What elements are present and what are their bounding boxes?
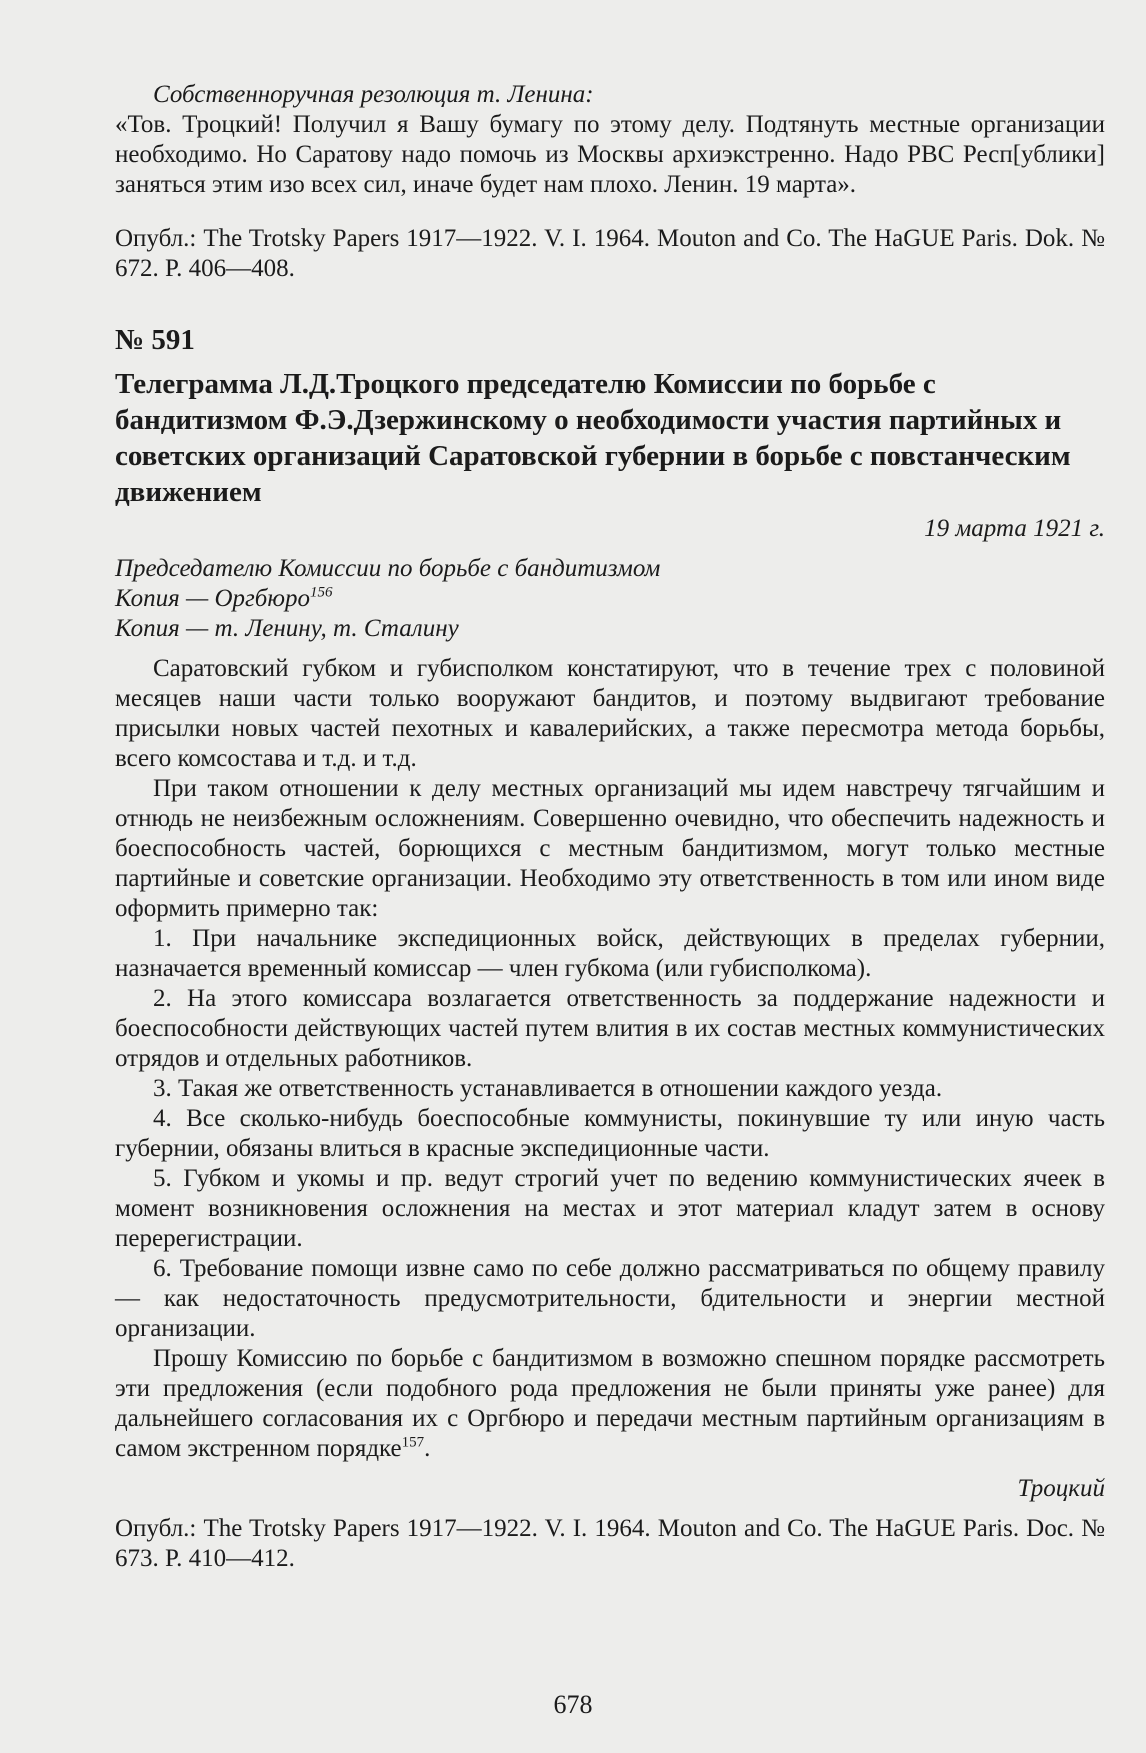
source-reference-2: Опубл.: The Trotsky Papers 1917—1922. V. I. 1964. Mouton and Co. The HaGUE Paris. Doc. № 673. P. 410—412.	[115, 1515, 1105, 1572]
addressee-block	[115, 554, 1105, 644]
resolution-text: «Тов. Троцкий! Получил я Вашу бумагу по этому делу. Подтянуть местные организации необходимо. Но Саратову надо помочь из Москвы архиэкстренно. Надо РВС Респ[ублики] заняться этим изо всех сил, иначе будет нам плохо. Ленин. 19 марта».	[115, 111, 1105, 198]
footnote-ref: 157	[401, 1434, 425, 1451]
addressee-line: Копия — т. Ленину, т. Сталину	[115, 615, 459, 642]
document-date: 19 марта 1921 г.	[924, 515, 1105, 542]
list-item: 4. Все сколько-нибудь боеспособные коммунисты, покинувшие ту или иную часть губернии, обязаны влиться в красные экспедиционные части.	[115, 1105, 1105, 1162]
source-reference-1: Опубл.: The Trotsky Papers 1917—1922. V. I. 1964. Mouton and Co. The HaGUE Paris. Dok. № 672. P. 406—408.	[115, 225, 1105, 282]
addressee-line: Копия — Оргбюро$^{156}$	[115, 584, 333, 612]
resolution-heading: Собственноручная резолюция т. Ленина:	[153, 81, 594, 108]
document-number: № 591	[115, 324, 195, 356]
list-item: 2. На этого комиссара возлагается ответственность за поддержание надежности и боеспособности действующих частей путем влития в их состав местных коммунистических отрядов и отдельных работников.	[115, 985, 1105, 1072]
body-paragraph: Прошу Комиссию по борьбе с бандитизмом в возможно спешном порядке рассмотреть эти предложения (если подобного рода предложения не были приняты уже ранее) для дальнейшего согласования их с Оргбюро и передачи местным партийным организациям в самом экстренном порядке$^{157}$.	[115, 1345, 1105, 1462]
list-item: 1. При начальнике экспедиционных войск, действующих в пределах губернии, назначается временный комиссар — член губкома (или губисполкома).	[115, 925, 1105, 982]
page-number: 678	[553, 1690, 593, 1719]
list-item: 3. Такая же ответственность устанавливается в отношении каждого уезда.	[153, 1075, 943, 1102]
signature: Троцкий	[1017, 1475, 1105, 1502]
addressee-line: Председателю Комиссии по борьбе с бандитизмом	[115, 555, 661, 582]
list-item: 5. Губком и укомы и пр. ведут строгий учет по ведению коммунистических ячеек в момент возникновения осложнения на местах и этот материал кладут затем в основу перерегистрации.	[115, 1165, 1105, 1252]
body-paragraph: Саратовский губком и губисполком констатируют, что в течение трех с половиной месяцев наши части только вооружают бандитов, и поэтому выдвигают требование присылки новых частей пехотных и кавалерийских, а также пересмотра метода борьбы, всего комсостава и т.д. и т.д.	[115, 655, 1105, 772]
page-content	[115, 80, 1105, 1574]
list-item: 6. Требование помощи извне само по себе должно рассматриваться по общему правилу — как недостаточность предусмотрительности, бдительности и энергии местной организации.	[115, 1255, 1105, 1342]
body-paragraph: При таком отношении к делу местных организаций мы идем навстречу тягчайшим и отнюдь не неизбежным осложнениям. Совершенно очевидно, что обеспечить надежность и боеспособность частей, борющихся с местным бандитизмом, могут только местные партийные и советские организации. Необходимо эту ответственность в том или ином виде оформить примерно так:	[115, 775, 1105, 922]
document-title: Телеграмма Л.Д.Троцкого председателю Комиссии по борьбе с бандитизмом Ф.Э.Дзержинскому о необходимости участия партийных и советских организаций Саратовской губернии в борьбе с повстанческим движением	[115, 368, 1071, 508]
footnote-ref: 156	[310, 584, 333, 601]
